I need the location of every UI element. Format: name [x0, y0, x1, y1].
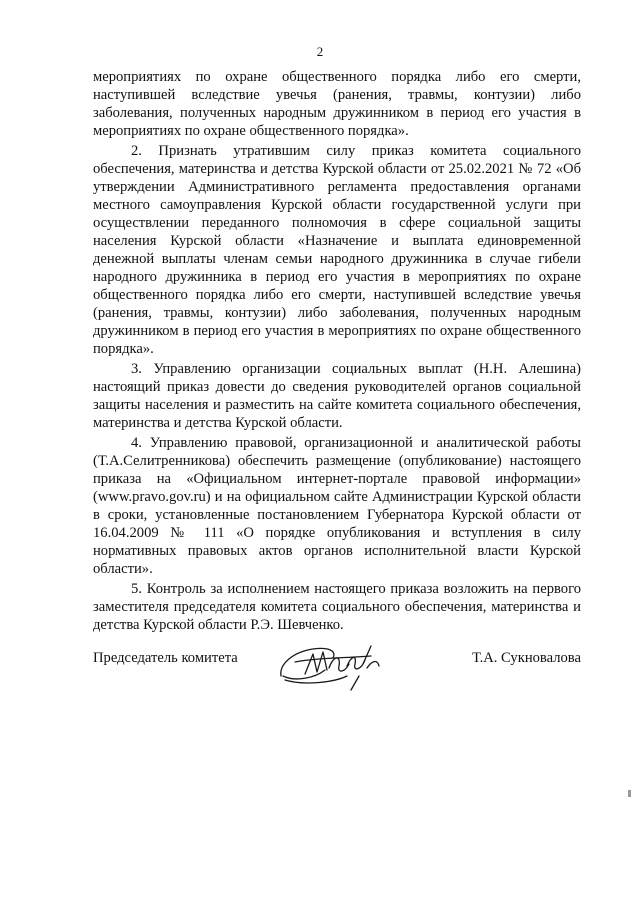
signatory-name: Т.А. Сукновалова: [472, 650, 581, 666]
signatory-title: Председатель комитета: [93, 650, 238, 666]
handwritten-signature: [275, 636, 393, 694]
paragraph-item-5: 5. Контроль за исполнением настоящего приказа возложить на первого заместителя председателя комитета социального обеспечения, материнства и детства Курской области Р.Э. Шевченко.: [93, 581, 581, 633]
document-body: [93, 68, 581, 634]
paragraph-item-3: 3. Управлению организации социальных выплат (Н.Н. Алешина) настоящий приказ довести до сведения руководителей органов социальной защиты населения и разместить на сайте комитета социального обеспечения, материнства и детства Курской области.: [93, 361, 581, 431]
page-number: 2: [316, 44, 324, 59]
paragraph-continuation: мероприятиях по охране общественного порядка либо его смерти, наступившей вследствие увечья (ранения, травмы, контузии) либо заболевания, полученных народным дружинником в период его участия в мероприятиях по охране общественного порядка».: [93, 69, 581, 139]
signature-block: [93, 636, 581, 696]
paragraph-item-2: 2. Признать утратившим силу приказ комитета социального обеспечения, материнства и детства Курской области от 25.02.2021 № 72 «Об утверждении Административного регламента предоставления органами местного самоуправления Курской области государственной услуги при осуществлении переданного полномочия в сфере социальной защиты населения Курской области «Назначение и выплата единовременной денежной выплаты членам семьи народного дружинника в случае гибели народного дружинника в период его участия в мероприятиях по охране общественного порядка либо его смерти, наступившей вследствие увечья (ранения, травмы, контузии) либо заболевания, полученных народным дружинником в период его участия в мероприятиях по охране общественного порядка».: [93, 143, 581, 357]
scan-edge-mark: [628, 790, 631, 797]
paragraph-item-4: 4. Управлению правовой, организационной и аналитической работы (Т.А.Селитренникова) обеспечить размещение (опубликование) настоящего приказа на «Официальном интернет-портале правовой информации» (www.pravo.gov.ru) и на официальном сайте Администрации Курской области в сроки, установленные постановлением Губернатора Курской области от 16.04.2009 № 111 «О порядке опубликования и вступления в силу нормативных правовых актов органов исполнительной власти Курской области».: [93, 435, 581, 577]
